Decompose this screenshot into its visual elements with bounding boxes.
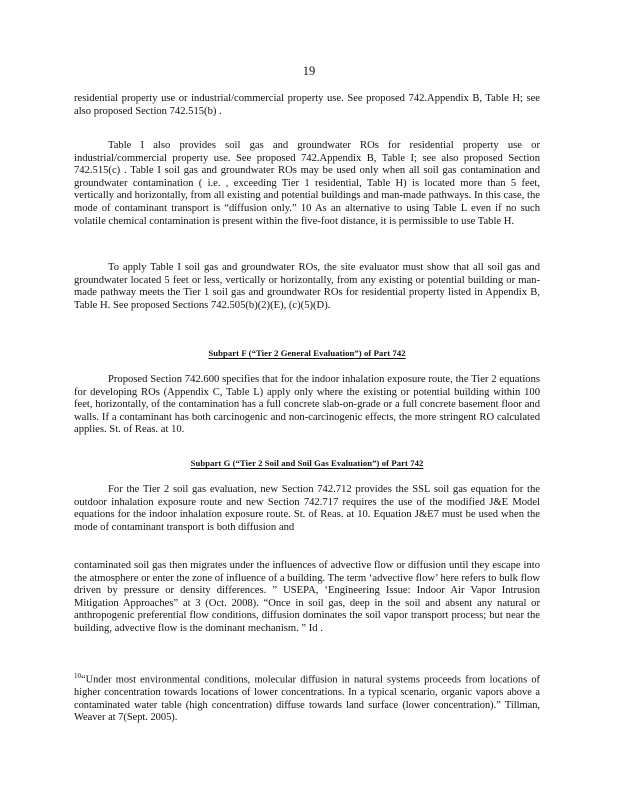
section-heading-subpart-f bbox=[74, 348, 540, 358]
paragraph-tier2-soil-gas: For the Tier 2 soil gas evaluation, new Section 742.712 provides the SSL soil gas equation for the outdoor inhalation exposure route and new Section 742.717 requires the use of the modified J&E Model equations for the indoor inhalation exposure route. St. of Reas. at 10. Equation J&E7 must be used when the mode of contaminant transport is both diffusion and bbox=[74, 484, 540, 533]
footnote-text: “Under most environmental conditions, molecular diffusion in natural systems proceeds from locations of higher concentration towards locations of lower concentrations. In a typical scenario, organic vapors above a contaminated water table (high concentration) diffuse towards land surface (lower concentration).” Tillman, Weaver at 7(Sept. 2005). bbox=[74, 674, 540, 724]
paragraph-continuation: residential property use or industrial/commercial property use. See proposed 742.Appendix B, Table H; see also proposed Section 742.515(b) . bbox=[74, 93, 540, 117]
paragraph-footnote-continued: contaminated soil gas then migrates under the influences of advective flow or diffusion until they escape into the atmosphere or enter the zone of influence of a building. The term ‘advective flow’ here refers to bulk flow driven by pressure or density differences. ” USEPA, ‘Engineering Issue: Indoor Air Vapor Intrusion Mitigation Approaches” at 3 (Oct. 2008). “Once in soil gas, deep in the soil and absent any natural or anthropogenic preferential flow conditions, diffusion dominates the soil vapor transport process; but near the building, advective flow is the dominant mechanism. ” Id . bbox=[74, 560, 540, 634]
heading-text: Subpart F (“Tier 2 General Evaluation”) of Part 742 bbox=[208, 348, 406, 358]
page-number: 19 bbox=[302, 64, 316, 78]
heading-text: Subpart G (“Tier 2 Soil and Soil Gas Evaluation”) of Part 742 bbox=[190, 458, 424, 468]
paragraph-apply-table-i: To apply Table I soil gas and groundwater ROs, the site evaluator must show that all soil gas and groundwater located 5 feet or less, vertically or horizontally, from any existing or potential building or man-made pathway meets the Tier 1 soil gas and groundwater ROs for residential property listed in Appendix B, Table H. See proposed Sections 742.505(b)(2)(E), (c)(5)(D). bbox=[74, 262, 540, 311]
paragraph-section-742-600: Proposed Section 742.600 specifies that for the indoor inhalation exposure route, the Tier 2 equations for developing ROs (Appendix C, Table L) apply only where the existing or potential building within 100 feet, horizontally, of the contamination has a full concrete slab-on-grade or a full concrete basement floor and walls. If a contaminant has both carcinogenic and non-carcinogenic effects, the more stringent RO calculated applies. St. of Reas. at 10. bbox=[74, 374, 540, 436]
footnote-10 bbox=[74, 670, 540, 725]
paragraph-table-i: Table I also provides soil gas and groundwater ROs for residential property use or industrial/commercial property use. See proposed 742.Appendix B, Table I; see also proposed Section 742.515(c) . Table I soil gas and groundwater ROs may be used only when all soil gas contamination and groundwater contamination ( i.e. , exceeding Tier 1 residential, Table H) is located more than 5 feet, vertically and horizontally, from all existing and potential buildings and man-made pathways. In this case, the mode of contaminant transport is “diffusion only.” 10 As an alternative to using Table L even if no such volatile chemical contamination is present within the five-foot distance, it is permissible to use Table H. bbox=[74, 140, 540, 227]
footnote-marker: 10 bbox=[74, 672, 81, 680]
section-heading-subpart-g bbox=[74, 458, 540, 468]
